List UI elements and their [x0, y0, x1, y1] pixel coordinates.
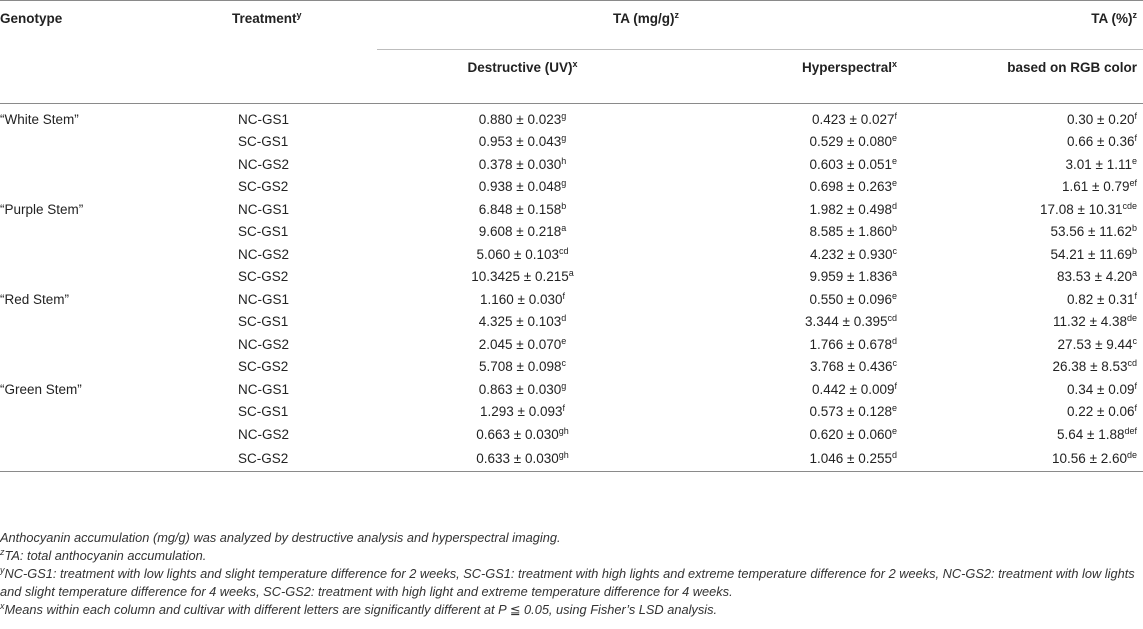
rgb-cell: 0.34 ± 0.09$^f$: [1067, 380, 1138, 397]
treatment-cell: SC-GS1: [238, 404, 289, 420]
table-row: [0, 356, 1143, 379]
rgb-cell: 3.01 ± 1.11$^e$: [1065, 155, 1138, 172]
genotype-cell: [0, 221, 232, 244]
destructive-cell: 0.378 ± 0.030$^h$: [478, 155, 567, 172]
hyperspectral-cell: 1.046 ± 0.255$^d$: [630, 446, 915, 472]
destructive-cell: 6.848 ± 0.158$^b$: [478, 200, 567, 217]
destructive-cell: 10.3425 ± 0.215$^a$: [471, 268, 574, 285]
treatment-cell: NC-GS2: [238, 156, 290, 172]
genotype-cell: [0, 131, 232, 154]
hyperspectral-cell: 0.442 ± 0.009$^f$: [812, 380, 898, 397]
treatment-cell: NC-GS2: [238, 336, 290, 352]
hyperspectral-cell: 0.423 ± 0.027$^f$: [812, 110, 898, 127]
hyperspectral-cell: 1.982 ± 0.498$^d$: [809, 200, 898, 217]
treatment-cell: NC-GS1: [238, 111, 290, 127]
footnote-y: $^y$NC-GS1: treatment with low lights and slight temperature difference for 2 weeks, SC-GS1: treatment with high lights and extreme temperature difference for 2 weeks, NC-GS2: treatment with low lights and slight temperature difference for 4 weeks, SC-GS2: treatment with high light and extreme temperature difference for 4 weeks.: [0, 565, 1135, 599]
footnote-caption: Anthocyanin accumulation (mg/g) was analyzed by destructive analysis and hyperspectral imaging.: [0, 530, 561, 545]
treatment-cell: NC-GS2: [238, 426, 290, 442]
destructive-cell: 9.608 ± 0.218$^a$: [478, 223, 567, 240]
genotype-cell: “White Stem”: [0, 111, 79, 127]
destructive-cell: 4.325 ± 0.103$^d$: [478, 313, 567, 330]
rgb-cell: 17.08 ± 10.31$^{cde}$: [1040, 200, 1138, 217]
genotype-cell: “Green Stem”: [0, 381, 82, 397]
table-row: [0, 401, 1143, 424]
rgb-cell: 26.38 ± 8.53$^{cd}$: [1052, 358, 1138, 375]
rgb-cell: 5.64 ± 1.88$^{def}$: [1057, 425, 1138, 442]
destructive-cell: 0.880 ± 0.023$^g$: [478, 110, 567, 127]
rgb-header: based on RGB color: [915, 50, 1143, 104]
destructive-cell: 0.938 ± 0.048$^g$: [478, 178, 567, 195]
treatment-cell: NC-GS1: [238, 201, 290, 217]
destructive-cell: 0.633 ± 0.030$^{gh}$: [377, 446, 630, 472]
rgb-cell: 54.21 ± 11.69$^b$: [1050, 245, 1138, 262]
hyperspectral-header: Hyperspectral$^x$: [630, 50, 915, 104]
ta-pct-header: TA (%)$^z$: [915, 1, 1143, 50]
genotype-cell: [0, 176, 232, 199]
destructive-cell: 2.045 ± 0.070$^e$: [478, 335, 567, 352]
genotype-cell: [0, 266, 232, 289]
header-row-2: [0, 50, 1143, 104]
hyperspectral-cell: 4.232 ± 0.930$^c$: [810, 245, 898, 262]
destructive-cell: 5.708 ± 0.098$^c$: [479, 358, 566, 375]
table-row: [0, 176, 1143, 199]
rgb-cell: 27.53 ± 9.44$^c$: [1057, 335, 1138, 352]
rgb-cell: 1.61 ± 0.79$^{ef}$: [1062, 178, 1138, 195]
destructive-cell: 1.160 ± 0.030$^f$: [480, 290, 565, 307]
hyperspectral-cell: 0.603 ± 0.051$^e$: [809, 155, 898, 172]
treatment-cell: NC-GS1: [238, 381, 290, 397]
table-row: [0, 266, 1143, 289]
table-footnotes: [0, 529, 1143, 619]
genotype-cell: [0, 423, 232, 446]
header-row-1: [0, 1, 1143, 50]
rgb-cell: 10.56 ± 2.60de: [915, 446, 1143, 472]
treatment-cell: SC-GS2: [232, 446, 377, 472]
rgb-cell: 53.56 ± 11.62$^b$: [1050, 223, 1138, 240]
genotype-cell: [0, 311, 232, 334]
table-row: [0, 198, 1143, 221]
table-row: [0, 333, 1143, 356]
destructive-cell: 0.953 ± 0.043$^g$: [478, 133, 567, 150]
genotype-cell: [0, 356, 232, 379]
hyperspectral-cell: 8.585 ± 1.860$^b$: [809, 223, 898, 240]
footnote-z: $^z$TA: total anthocyanin accumulation.: [0, 547, 207, 563]
genotype-cell: “Purple Stem”: [0, 201, 84, 217]
treatment-cell: SC-GS1: [238, 224, 289, 240]
hyperspectral-cell: 9.959 ± 1.836$^a$: [809, 268, 898, 285]
genotype-cell: [0, 243, 232, 266]
treatment-cell: SC-GS1: [238, 134, 289, 150]
genotype-cell: [0, 333, 232, 356]
hyperspectral-cell: 0.573 ± 0.128$^e$: [809, 403, 898, 420]
treatment-cell: SC-GS2: [238, 179, 289, 195]
hyperspectral-cell: 3.344 ± 0.395$^{cd}$: [805, 313, 898, 330]
hyperspectral-cell: 1.766 ± 0.678$^d$: [809, 335, 898, 352]
treatment-header: Treatment$^y$: [232, 1, 377, 50]
genotype-cell: [0, 153, 232, 176]
hyperspectral-cell: 0.698 ± 0.263$^e$: [809, 178, 898, 195]
genotype-header: Genotype: [0, 1, 232, 50]
treatment-cell: NC-GS2: [238, 246, 290, 262]
ta-mg-header: TA $(mg/g)^z$: [377, 1, 915, 50]
table-row: [0, 153, 1143, 176]
hyperspectral-cell: 0.550 ± 0.096$^e$: [809, 290, 898, 307]
rgb-cell: 83.53 ± 4.20$^a$: [1057, 268, 1138, 285]
rgb-cell: 0.30 ± 0.20$^f$: [1067, 110, 1138, 127]
genotype-cell: “Red Stem”: [0, 291, 70, 307]
table-row: [0, 423, 1143, 446]
destructive-cell: 0.663 ± 0.030$^{gh}$: [476, 425, 569, 442]
rgb-cell: 0.22 ± 0.06$^f$: [1067, 403, 1138, 420]
table-row: [0, 221, 1143, 244]
treatment-cell: SC-GS2: [238, 359, 289, 375]
table-row: [0, 104, 1143, 131]
treatment-cell: NC-GS1: [238, 291, 290, 307]
destructive-cell: 0.863 ± 0.030$^g$: [478, 380, 567, 397]
hyperspectral-cell: 3.768 ± 0.436$^c$: [810, 358, 898, 375]
rgb-cell: 0.82 ± 0.31$^f$: [1067, 290, 1138, 307]
hyperspectral-cell: 0.620 ± 0.060$^e$: [809, 425, 898, 442]
table-row: [0, 131, 1143, 154]
table-row: [0, 311, 1143, 334]
footnote-x: $^x$Means within each column and cultivar with different letters are significantly different at P ≦ 0.05, using Fisher’s LSD analysis.: [0, 601, 718, 617]
genotype-cell: [0, 401, 232, 424]
treatment-cell: SC-GS1: [238, 314, 289, 330]
table-row: [0, 446, 1143, 472]
destructive-header: Destructive (UV)$^x$: [377, 50, 630, 104]
table-row: [0, 243, 1143, 266]
destructive-cell: 5.060 ± 0.103$^{cd}$: [476, 245, 569, 262]
treatment-cell: SC-GS2: [238, 269, 289, 285]
rgb-cell: 0.66 ± 0.36$^f$: [1067, 133, 1138, 150]
destructive-cell: 1.293 ± 0.093$^f$: [480, 403, 565, 420]
table-row: [0, 288, 1143, 311]
table-row: [0, 378, 1143, 401]
hyperspectral-cell: 0.529 ± 0.080$^e$: [809, 133, 898, 150]
rgb-cell: 11.32 ± 4.38de: [1053, 313, 1138, 330]
genotype-cell: [0, 446, 232, 472]
